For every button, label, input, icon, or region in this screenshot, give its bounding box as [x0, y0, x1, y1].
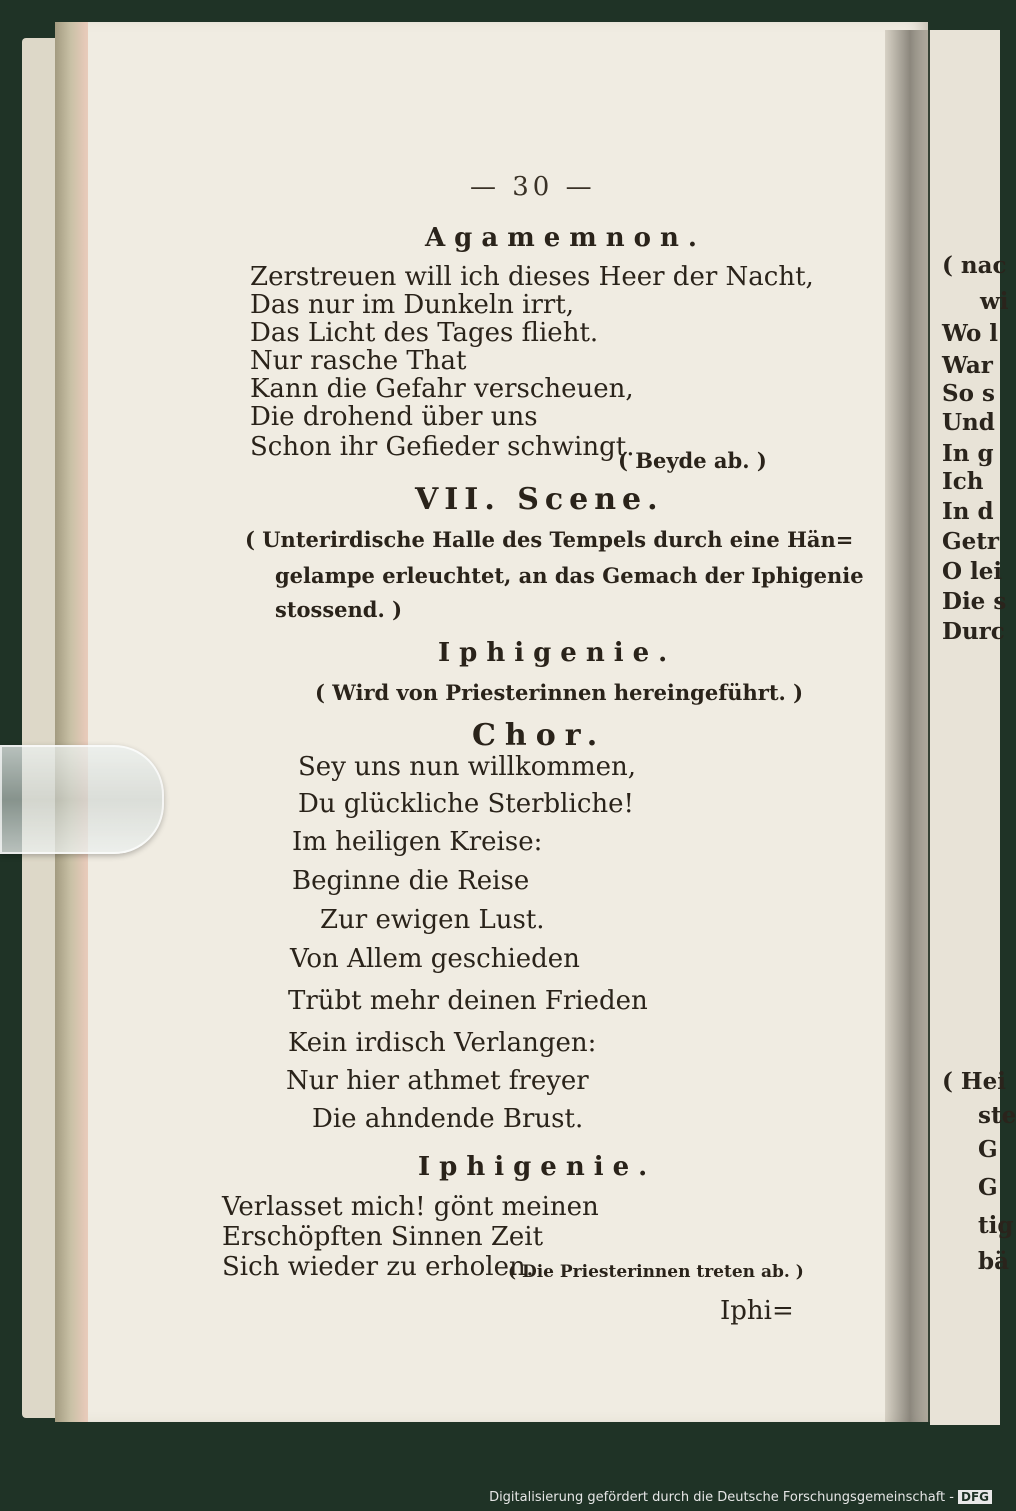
book-gutter [885, 30, 935, 1422]
book-page-right [930, 30, 1016, 1425]
verse-line: Die ahndende Brust. [312, 1104, 584, 1134]
verse-line: Die drohend über uns [250, 402, 538, 432]
speaker-name: Iphigenie. [418, 1152, 657, 1182]
right-fragment: So s [942, 380, 995, 407]
verse-line: Zerstreuen will ich dieses Heer der Nacht, [250, 262, 814, 292]
stage-direction: gelampe erleuchtet, an das Gemach der Iphigenie [275, 563, 864, 588]
right-fragment: In g [942, 440, 994, 467]
verse-line: Erschöpften Sinnen Zeit [222, 1222, 544, 1252]
right-fragment: Getr [942, 528, 1000, 555]
dfg-logo: DFG [958, 1490, 992, 1504]
verse-line: Trübt mehr deinen Frieden [288, 986, 648, 1016]
stage-direction: ( Beyde ab. ) [618, 448, 767, 473]
right-fragment: ( nac [942, 252, 1007, 279]
speaker-name: Agamemnon. [425, 223, 706, 253]
verse-line: Sich wieder zu erholen. [222, 1252, 535, 1282]
right-fragment: Und [942, 409, 995, 436]
right-fragment: In d [942, 498, 994, 525]
stage-direction: ( Wird von Priesterinnen hereingeführt. ) [315, 680, 804, 705]
verse-line: Von Allem geschieden [290, 944, 580, 974]
right-fragment: Die s [942, 588, 1007, 615]
right-fragment: wi [980, 288, 1009, 315]
verse-line: Kann die Gefahr verscheuen, [250, 374, 634, 404]
right-fragment: War [942, 352, 993, 379]
right-fragment: Ich [942, 468, 984, 495]
verse-line: Schon ihr Gefieder schwingt. [250, 432, 635, 462]
stage-direction: stossend. ) [275, 597, 403, 622]
right-fragment: Durc [942, 618, 1005, 645]
right-fragment: tig [978, 1212, 1014, 1239]
verse-line: Im heiligen Kreise: [292, 827, 543, 857]
right-fragment: G [978, 1174, 998, 1201]
speaker-name: Iphigenie. [438, 638, 677, 668]
verse-line: Nur rasche That [250, 346, 467, 376]
right-fragment: ( Hei [942, 1068, 1006, 1095]
verse-line: Du glückliche Sterbliche! [298, 789, 634, 819]
right-fragment: G [978, 1136, 998, 1163]
speaker-name: Chor. [472, 718, 607, 753]
page-clip [0, 745, 164, 854]
verse-line: Kein irdisch Verlangen: [288, 1028, 597, 1058]
right-fragment: Wo l [942, 320, 999, 347]
footer-credit [489, 1490, 992, 1505]
stage-direction: ( Unterirdische Halle des Tempels durch eine Hän= [245, 527, 854, 552]
verse-line: Verlasset mich! gönt meinen [222, 1192, 599, 1222]
page-number: — 30 — [470, 172, 596, 202]
right-fragment: ste [978, 1102, 1016, 1129]
catchword: Iphi= [720, 1296, 794, 1326]
scene-heading: VII. Scene. [415, 482, 664, 517]
verse-line: Sey uns nun willkommen, [298, 752, 637, 782]
verse-line: Das Licht des Tages flieht. [250, 318, 599, 348]
footer-text: Digitalisierung gefördert durch die Deutsche Forschungsgemeinschaft - [489, 1490, 954, 1505]
right-fragment: O lei [942, 558, 1003, 585]
right-fragment: bä [978, 1248, 1009, 1275]
verse-line: Das nur im Dunkeln irrt, [250, 290, 575, 320]
verse-line: Zur ewigen Lust. [320, 905, 545, 935]
stage-direction: ( Die Priesterinnen treten ab. ) [508, 1262, 804, 1282]
verse-line: Nur hier athmet freyer [286, 1066, 589, 1096]
verse-line: Beginne die Reise [292, 866, 530, 896]
